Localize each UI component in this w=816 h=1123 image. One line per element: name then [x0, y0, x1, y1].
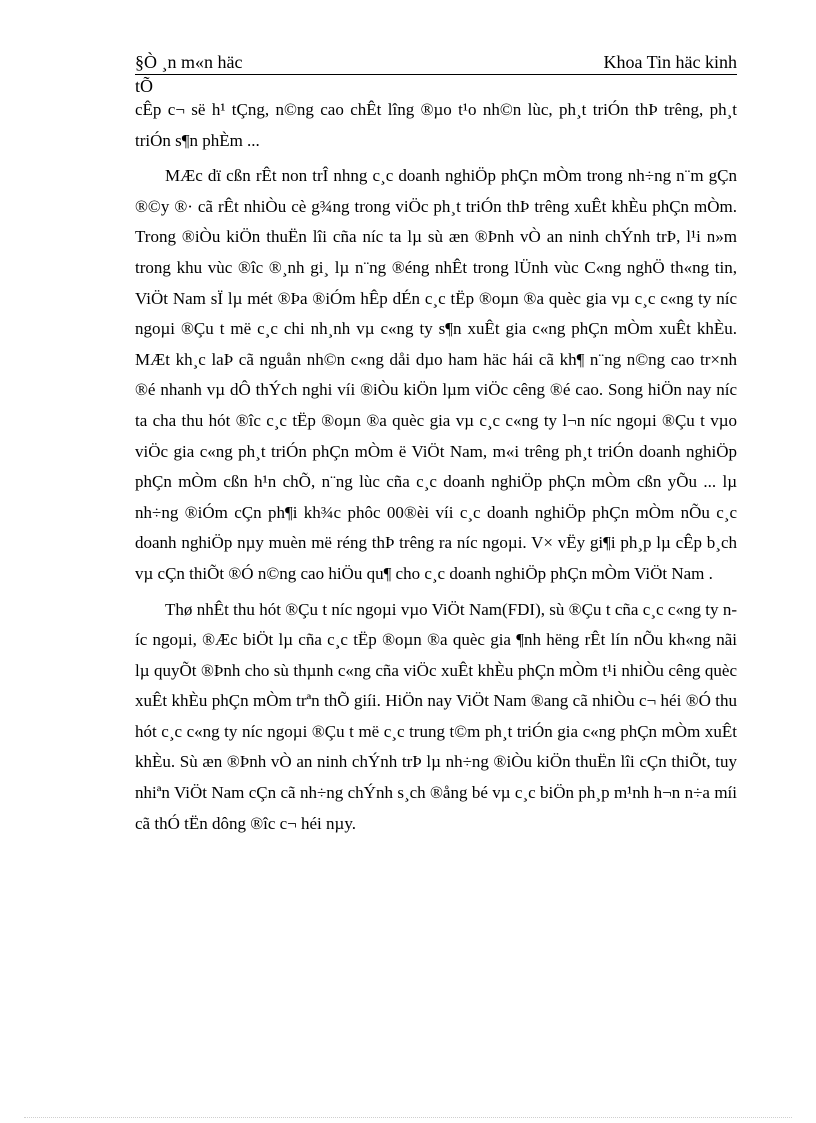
header-project-title: §Ò ¸n m«n häc [135, 52, 243, 72]
page-header [135, 50, 737, 75]
header-faculty-name-continued: tÕ [135, 76, 153, 96]
paragraph-continuation: cÊp c¬ së h¹ tÇng, n©ng cao chÊt lîng ®µo t¹o nh©n lùc, ph¸t triÓn thÞ trêng, ph¸t triÓn s¶n phÈm ... [135, 100, 737, 150]
header-faculty-name: Khoa Tin häc kinh [603, 52, 737, 72]
paragraph-foreign-investment: Thø nhÊt thu hót ®Çu t níc ngoµi vµo ViÖt Nam(FDI), sù ®Çu t cña c¸c c«ng ty níc ngoµi, ®Æc biÖt lµ cña c¸c tËp ®oµn ®a quèc gia ¶nh hëng rÊt lín nÕu kh«ng nãi lµ quyÕt ®Þnh cho sù thµnh c«ng cña viÖc xuÊt khÈu phÇn mÒm t¹i nhiÒu cêng quèc xuÊt khÈu phÇn mÒm trªn thÕ giíi. HiÖn nay ViÖt Nam ®ang cã nhiÒu c¬ héi ®Ó thu hót c¸c c«ng ty níc ngoµi ®Çu t më c¸c trung t©m ph¸t triÓn gia c«ng phÇn mÒm xuÊt khÈu. Sù æn ®Þnh vÒ an ninh chÝnh trÞ lµ nh÷ng ®iÒu kiÖn thuËn lîi cÇn thiÕt, tuy nhiªn ViÖt Nam cÇn cã nh÷ng chÝnh s¸ch ®ång bé vµ c¸c biÖn ph¸p m¹nh h¬n n÷a míi cã thÓ tËn dông ®îc c¬ héi nµy. [135, 599, 737, 833]
document-body [135, 95, 737, 839]
paragraph-software-enterprises: MÆc dï cßn rÊt non trÎ nhng c¸c doanh nghiÖp phÇn mÒm trong nh÷ng n¨m gÇn ®©y ®· cã rÊt nhiÒu cè g¾ng trong viÖc ph¸t triÓn thÞ trêng xuÊt khÈu phÇn mÒm. Trong ®iÒu kiÖn thuËn lîi cña níc ta lµ sù æn ®Þnh vÒ an ninh chÝnh trÞ, l¹i n»m trong khu vùc ®îc ®¸nh gi¸ lµ n¨ng ®éng nhÊt trong lÜnh vùc C«ng nghÖ th«ng tin, ViÖt Nam sÏ lµ mét ®Þa ®iÓm hÊp dÉn c¸c tËp ®oµn ®a quèc gia vµ c¸c c«ng ty níc ngoµi ®Çu t më c¸c chi nh¸nh vµ c«ng ty s¶n xuÊt gia c«ng phÇn mÒm xuÊt khÈu. MÆt kh¸c laÞ cã nguån nh©n c«ng dåi dµo ham häc hái cã kh¶ n¨ng n©ng cao tr×nh ®é nhanh vµ dÔ thÝch nghi víi ®iÒu kiÖn lµm viÖc cêng ®é cao. Song hiÖn nay níc ta cha thu hót ®îc c¸c tËp ®oµn ®a quèc gia vµ c¸c c«ng ty l¬n níc ngoµi ®Çu t vµo viÖc gia c«ng ph¸t triÓn phÇn mÒm ë ViÖt Nam, m«i trêng ph¸t triÓn doanh nghiÖp phÇn mÒm cßn h¹n chÕ, n¨ng lùc cña c¸c doanh nghiÖp phÇn mÒm cßn yÕu ... lµ nh÷ng ®iÓm cÇn ph¶i kh¾c phôc 00®èi víi c¸c doanh nghiÖp phÇn mÒm nÕu c¸c doanh nghiÖp nµy muèn më réng thÞ trêng ra níc ngoµi. V× vËy gi¶i ph¸p lµ cÊp b¸ch vµ cÇn thiÕt ®Ó n©ng cao hiÖu qu¶ cho c¸c doanh nghiÖp phÇn mÒm ViÖt Nam . [135, 166, 737, 583]
page-bottom-border [24, 1117, 792, 1118]
